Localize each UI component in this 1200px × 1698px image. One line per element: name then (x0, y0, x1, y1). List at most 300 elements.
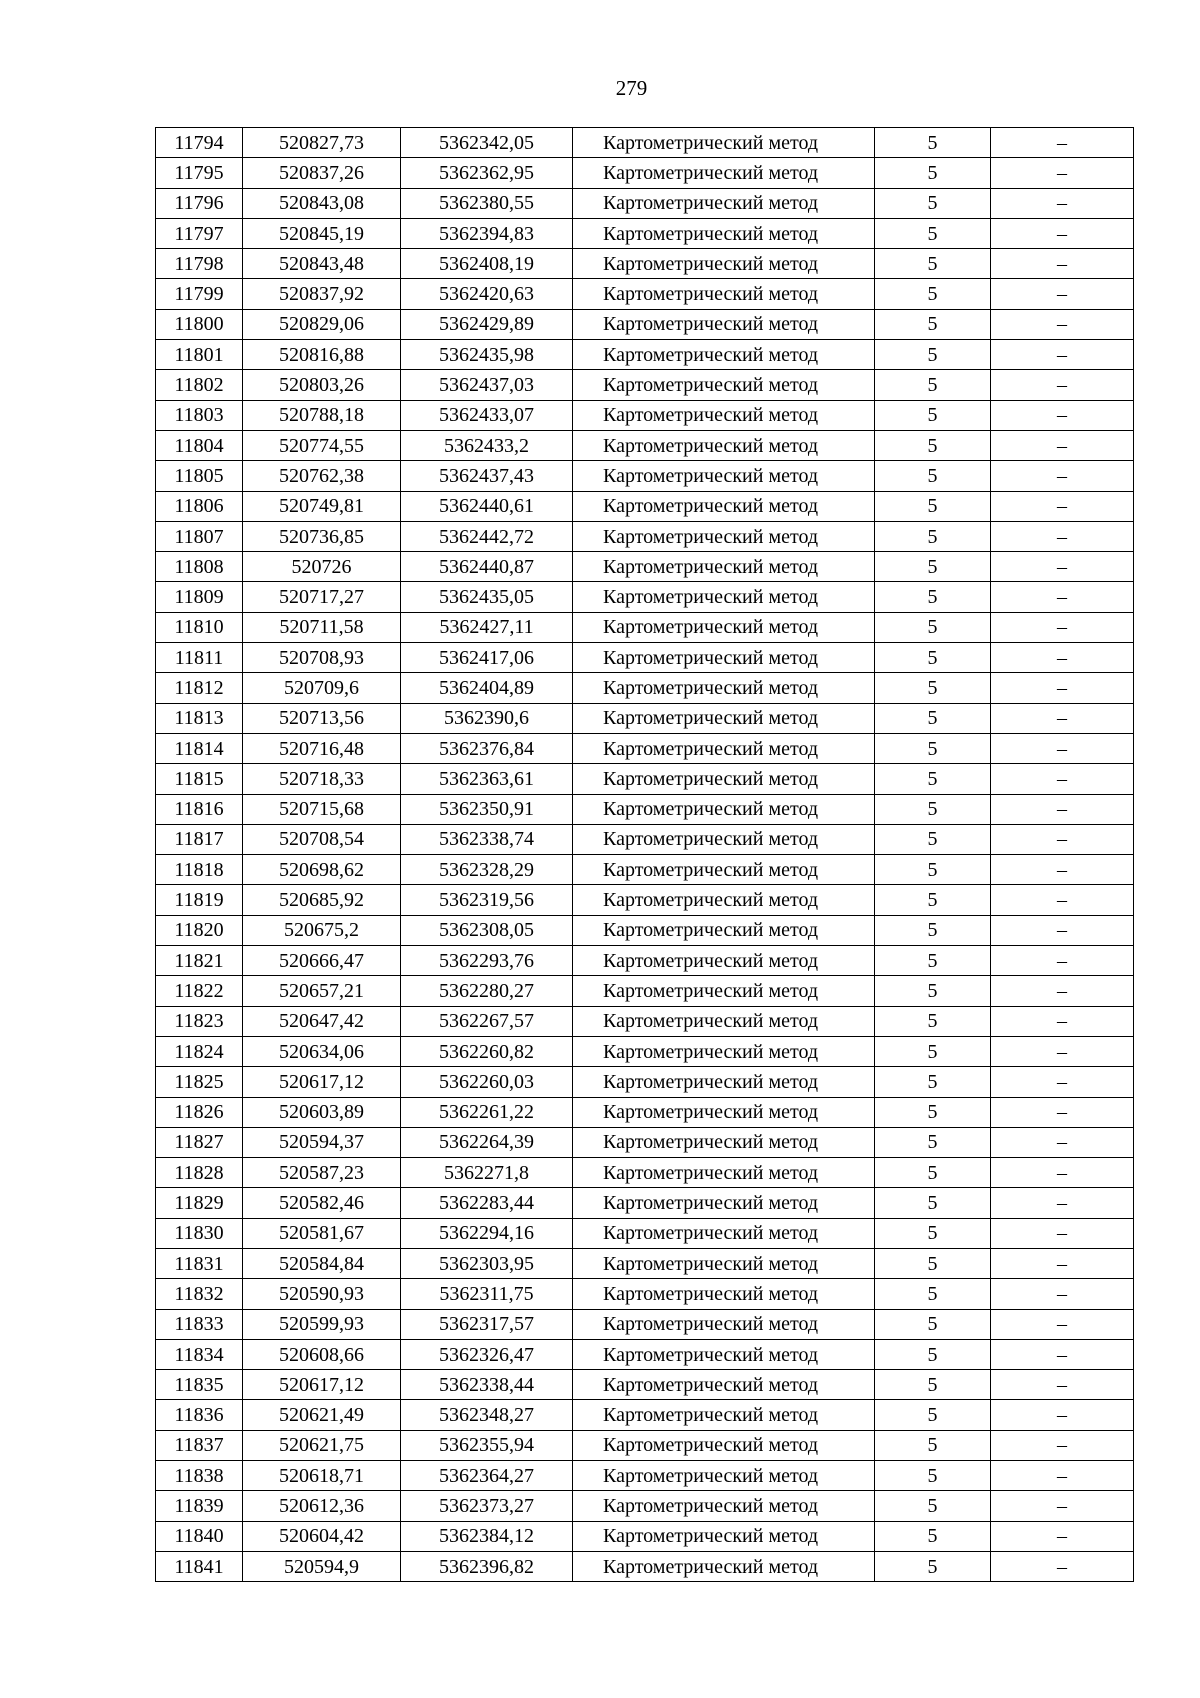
method-cell: Картометрический метод (573, 309, 875, 339)
y-coordinate-cell: 5362427,11 (401, 612, 573, 642)
accuracy-cell: 5 (875, 612, 991, 642)
y-coordinate-cell: 5362267,57 (401, 1006, 573, 1036)
x-coordinate-cell: 520612,36 (243, 1491, 401, 1521)
table-row (156, 1036, 1134, 1066)
description-cell: – (991, 764, 1134, 794)
y-coordinate-cell: 5362433,2 (401, 430, 573, 460)
description-cell: – (991, 1067, 1134, 1097)
point-number-cell: 11833 (156, 1309, 243, 1339)
y-coordinate-cell: 5362376,84 (401, 733, 573, 763)
coordinates-table (155, 127, 1134, 1582)
table-row (156, 824, 1134, 854)
y-coordinate-cell: 5362326,47 (401, 1339, 573, 1369)
accuracy-cell: 5 (875, 279, 991, 309)
point-number-cell: 11808 (156, 552, 243, 582)
method-cell: Картометрический метод (573, 1279, 875, 1309)
accuracy-cell: 5 (875, 764, 991, 794)
y-coordinate-cell: 5362364,27 (401, 1461, 573, 1491)
description-cell: – (991, 946, 1134, 976)
method-cell: Картометрический метод (573, 1430, 875, 1460)
table-row (156, 521, 1134, 551)
method-cell: Картометрический метод (573, 794, 875, 824)
y-coordinate-cell: 5362280,27 (401, 976, 573, 1006)
method-cell: Картометрический метод (573, 1036, 875, 1066)
y-coordinate-cell: 5362396,82 (401, 1551, 573, 1581)
y-coordinate-cell: 5362440,87 (401, 552, 573, 582)
accuracy-cell: 5 (875, 521, 991, 551)
y-coordinate-cell: 5362338,74 (401, 824, 573, 854)
point-number-cell: 11818 (156, 855, 243, 885)
description-cell: – (991, 552, 1134, 582)
description-cell: – (991, 643, 1134, 673)
table-row (156, 733, 1134, 763)
table-row (156, 188, 1134, 218)
y-coordinate-cell: 5362311,75 (401, 1279, 573, 1309)
accuracy-cell: 5 (875, 1309, 991, 1339)
method-cell: Картометрический метод (573, 733, 875, 763)
table-row (156, 1248, 1134, 1278)
accuracy-cell: 5 (875, 1158, 991, 1188)
y-coordinate-cell: 5362433,07 (401, 400, 573, 430)
point-number-cell: 11829 (156, 1188, 243, 1218)
description-cell: – (991, 976, 1134, 1006)
point-number-cell: 11819 (156, 885, 243, 915)
accuracy-cell: 5 (875, 1461, 991, 1491)
description-cell: – (991, 733, 1134, 763)
description-cell: – (991, 1370, 1134, 1400)
x-coordinate-cell: 520599,93 (243, 1309, 401, 1339)
description-cell: – (991, 1339, 1134, 1369)
accuracy-cell: 5 (875, 885, 991, 915)
accuracy-cell: 5 (875, 1127, 991, 1157)
x-coordinate-cell: 520594,9 (243, 1551, 401, 1581)
table-row (156, 915, 1134, 945)
y-coordinate-cell: 5362283,44 (401, 1188, 573, 1218)
y-coordinate-cell: 5362308,05 (401, 915, 573, 945)
table-row (156, 552, 1134, 582)
point-number-cell: 11820 (156, 915, 243, 945)
method-cell: Картометрический метод (573, 249, 875, 279)
accuracy-cell: 5 (875, 733, 991, 763)
description-cell: – (991, 430, 1134, 460)
x-coordinate-cell: 520715,68 (243, 794, 401, 824)
description-cell: – (991, 1400, 1134, 1430)
y-coordinate-cell: 5362420,63 (401, 279, 573, 309)
point-number-cell: 11813 (156, 703, 243, 733)
accuracy-cell: 5 (875, 976, 991, 1006)
table-row (156, 1067, 1134, 1097)
point-number-cell: 11801 (156, 340, 243, 370)
point-number-cell: 11827 (156, 1127, 243, 1157)
accuracy-cell: 5 (875, 1067, 991, 1097)
x-coordinate-cell: 520608,66 (243, 1339, 401, 1369)
method-cell: Картометрический метод (573, 1127, 875, 1157)
accuracy-cell: 5 (875, 400, 991, 430)
accuracy-cell: 5 (875, 1036, 991, 1066)
point-number-cell: 11835 (156, 1370, 243, 1400)
y-coordinate-cell: 5362380,55 (401, 188, 573, 218)
point-number-cell: 11836 (156, 1400, 243, 1430)
point-number-cell: 11832 (156, 1279, 243, 1309)
point-number-cell: 11811 (156, 643, 243, 673)
point-number-cell: 11802 (156, 370, 243, 400)
description-cell: – (991, 1461, 1134, 1491)
x-coordinate-cell: 520590,93 (243, 1279, 401, 1309)
description-cell: – (991, 309, 1134, 339)
description-cell: – (991, 1521, 1134, 1551)
description-cell: – (991, 400, 1134, 430)
x-coordinate-cell: 520827,73 (243, 128, 401, 158)
point-number-cell: 11814 (156, 733, 243, 763)
table-row (156, 158, 1134, 188)
description-cell: – (991, 1248, 1134, 1278)
method-cell: Картометрический метод (573, 521, 875, 551)
point-number-cell: 11806 (156, 491, 243, 521)
accuracy-cell: 5 (875, 491, 991, 521)
description-cell: – (991, 218, 1134, 248)
y-coordinate-cell: 5362384,12 (401, 1521, 573, 1551)
y-coordinate-cell: 5362437,03 (401, 370, 573, 400)
x-coordinate-cell: 520582,46 (243, 1188, 401, 1218)
method-cell: Картометрический метод (573, 855, 875, 885)
method-cell: Картометрический метод (573, 673, 875, 703)
description-cell: – (991, 158, 1134, 188)
accuracy-cell: 5 (875, 1370, 991, 1400)
method-cell: Картометрический метод (573, 1339, 875, 1369)
y-coordinate-cell: 5362350,91 (401, 794, 573, 824)
y-coordinate-cell: 5362271,8 (401, 1158, 573, 1188)
table-row (156, 855, 1134, 885)
x-coordinate-cell: 520774,55 (243, 430, 401, 460)
table-row (156, 612, 1134, 642)
point-number-cell: 11821 (156, 946, 243, 976)
x-coordinate-cell: 520675,2 (243, 915, 401, 945)
method-cell: Картометрический метод (573, 1006, 875, 1036)
method-cell: Картометрический метод (573, 1097, 875, 1127)
table-row (156, 1521, 1134, 1551)
method-cell: Картометрический метод (573, 764, 875, 794)
x-coordinate-cell: 520657,21 (243, 976, 401, 1006)
accuracy-cell: 5 (875, 915, 991, 945)
x-coordinate-cell: 520843,48 (243, 249, 401, 279)
method-cell: Картометрический метод (573, 552, 875, 582)
y-coordinate-cell: 5362261,22 (401, 1097, 573, 1127)
y-coordinate-cell: 5362394,83 (401, 218, 573, 248)
y-coordinate-cell: 5362319,56 (401, 885, 573, 915)
description-cell: – (991, 1551, 1134, 1581)
point-number-cell: 11828 (156, 1158, 243, 1188)
method-cell: Картометрический метод (573, 340, 875, 370)
x-coordinate-cell: 520837,26 (243, 158, 401, 188)
description-cell: – (991, 1218, 1134, 1248)
method-cell: Картометрический метод (573, 430, 875, 460)
accuracy-cell: 5 (875, 1491, 991, 1521)
x-coordinate-cell: 520587,23 (243, 1158, 401, 1188)
description-cell: – (991, 673, 1134, 703)
x-coordinate-cell: 520618,71 (243, 1461, 401, 1491)
method-cell: Картометрический метод (573, 885, 875, 915)
description-cell: – (991, 128, 1134, 158)
table-row (156, 673, 1134, 703)
point-number-cell: 11796 (156, 188, 243, 218)
point-number-cell: 11816 (156, 794, 243, 824)
accuracy-cell: 5 (875, 855, 991, 885)
description-cell: – (991, 885, 1134, 915)
x-coordinate-cell: 520621,75 (243, 1430, 401, 1460)
description-cell: – (991, 1188, 1134, 1218)
method-cell: Картометрический метод (573, 915, 875, 945)
table-row (156, 1158, 1134, 1188)
x-coordinate-cell: 520749,81 (243, 491, 401, 521)
table-row (156, 1370, 1134, 1400)
accuracy-cell: 5 (875, 673, 991, 703)
method-cell: Картометрический метод (573, 188, 875, 218)
point-number-cell: 11800 (156, 309, 243, 339)
table-row (156, 1491, 1134, 1521)
x-coordinate-cell: 520788,18 (243, 400, 401, 430)
point-number-cell: 11831 (156, 1248, 243, 1278)
description-cell: – (991, 612, 1134, 642)
point-number-cell: 11794 (156, 128, 243, 158)
point-number-cell: 11805 (156, 461, 243, 491)
x-coordinate-cell: 520816,88 (243, 340, 401, 370)
method-cell: Картометрический метод (573, 976, 875, 1006)
accuracy-cell: 5 (875, 1248, 991, 1278)
y-coordinate-cell: 5362260,82 (401, 1036, 573, 1066)
x-coordinate-cell: 520829,06 (243, 309, 401, 339)
table-row (156, 794, 1134, 824)
description-cell: – (991, 491, 1134, 521)
accuracy-cell: 5 (875, 249, 991, 279)
x-coordinate-cell: 520718,33 (243, 764, 401, 794)
x-coordinate-cell: 520736,85 (243, 521, 401, 551)
table-row (156, 1188, 1134, 1218)
y-coordinate-cell: 5362363,61 (401, 764, 573, 794)
description-cell: – (991, 915, 1134, 945)
table-row (156, 764, 1134, 794)
x-coordinate-cell: 520717,27 (243, 582, 401, 612)
x-coordinate-cell: 520604,42 (243, 1521, 401, 1551)
point-number-cell: 11812 (156, 673, 243, 703)
x-coordinate-cell: 520709,6 (243, 673, 401, 703)
method-cell: Картометрический метод (573, 643, 875, 673)
table-row (156, 582, 1134, 612)
description-cell: – (991, 794, 1134, 824)
y-coordinate-cell: 5362303,95 (401, 1248, 573, 1278)
point-number-cell: 11824 (156, 1036, 243, 1066)
y-coordinate-cell: 5362390,6 (401, 703, 573, 733)
x-coordinate-cell: 520666,47 (243, 946, 401, 976)
accuracy-cell: 5 (875, 1521, 991, 1551)
y-coordinate-cell: 5362362,95 (401, 158, 573, 188)
point-number-cell: 11798 (156, 249, 243, 279)
description-cell: – (991, 1158, 1134, 1188)
description-cell: – (991, 1279, 1134, 1309)
point-number-cell: 11840 (156, 1521, 243, 1551)
description-cell: – (991, 340, 1134, 370)
x-coordinate-cell: 520713,56 (243, 703, 401, 733)
table-row (156, 430, 1134, 460)
description-cell: – (991, 703, 1134, 733)
page-number: 279 (615, 76, 648, 100)
accuracy-cell: 5 (875, 582, 991, 612)
table-row (156, 218, 1134, 248)
point-number-cell: 11825 (156, 1067, 243, 1097)
method-cell: Картометрический метод (573, 1491, 875, 1521)
point-number-cell: 11810 (156, 612, 243, 642)
table-row (156, 1461, 1134, 1491)
accuracy-cell: 5 (875, 128, 991, 158)
method-cell: Картометрический метод (573, 1521, 875, 1551)
y-coordinate-cell: 5362435,98 (401, 340, 573, 370)
description-cell: – (991, 1036, 1134, 1066)
method-cell: Картометрический метод (573, 158, 875, 188)
description-cell: – (991, 249, 1134, 279)
description-cell: – (991, 1127, 1134, 1157)
y-coordinate-cell: 5362355,94 (401, 1430, 573, 1460)
point-number-cell: 11826 (156, 1097, 243, 1127)
method-cell: Картометрический метод (573, 1551, 875, 1581)
accuracy-cell: 5 (875, 1430, 991, 1460)
accuracy-cell: 5 (875, 340, 991, 370)
accuracy-cell: 5 (875, 370, 991, 400)
y-coordinate-cell: 5362260,03 (401, 1067, 573, 1097)
x-coordinate-cell: 520845,19 (243, 218, 401, 248)
y-coordinate-cell: 5362342,05 (401, 128, 573, 158)
x-coordinate-cell: 520634,06 (243, 1036, 401, 1066)
x-coordinate-cell: 520843,08 (243, 188, 401, 218)
table-row (156, 1279, 1134, 1309)
y-coordinate-cell: 5362294,16 (401, 1218, 573, 1248)
description-cell: – (991, 279, 1134, 309)
point-number-cell: 11823 (156, 1006, 243, 1036)
method-cell: Картометрический метод (573, 1218, 875, 1248)
y-coordinate-cell: 5362429,89 (401, 309, 573, 339)
y-coordinate-cell: 5362293,76 (401, 946, 573, 976)
method-cell: Картометрический метод (573, 218, 875, 248)
point-number-cell: 11837 (156, 1430, 243, 1460)
accuracy-cell: 5 (875, 946, 991, 976)
table-row (156, 1339, 1134, 1369)
table-row (156, 1097, 1134, 1127)
description-cell: – (991, 824, 1134, 854)
method-cell: Картометрический метод (573, 461, 875, 491)
x-coordinate-cell: 520698,62 (243, 855, 401, 885)
description-cell: – (991, 1006, 1134, 1036)
x-coordinate-cell: 520716,48 (243, 733, 401, 763)
accuracy-cell: 5 (875, 1188, 991, 1218)
x-coordinate-cell: 520837,92 (243, 279, 401, 309)
accuracy-cell: 5 (875, 430, 991, 460)
method-cell: Картометрический метод (573, 582, 875, 612)
y-coordinate-cell: 5362440,61 (401, 491, 573, 521)
accuracy-cell: 5 (875, 703, 991, 733)
table-row (156, 491, 1134, 521)
point-number-cell: 11817 (156, 824, 243, 854)
description-cell: – (991, 370, 1134, 400)
point-number-cell: 11803 (156, 400, 243, 430)
method-cell: Картометрический метод (573, 1309, 875, 1339)
table-row (156, 309, 1134, 339)
x-coordinate-cell: 520594,37 (243, 1127, 401, 1157)
table-row (156, 340, 1134, 370)
accuracy-cell: 5 (875, 1097, 991, 1127)
accuracy-cell: 5 (875, 1218, 991, 1248)
method-cell: Картометрический метод (573, 1461, 875, 1491)
accuracy-cell: 5 (875, 794, 991, 824)
x-coordinate-cell: 520708,93 (243, 643, 401, 673)
x-coordinate-cell: 520726 (243, 552, 401, 582)
point-number-cell: 11834 (156, 1339, 243, 1369)
accuracy-cell: 5 (875, 1339, 991, 1369)
x-coordinate-cell: 520617,12 (243, 1370, 401, 1400)
table-row (156, 976, 1134, 1006)
y-coordinate-cell: 5362328,29 (401, 855, 573, 885)
x-coordinate-cell: 520617,12 (243, 1067, 401, 1097)
x-coordinate-cell: 520647,42 (243, 1006, 401, 1036)
table-row (156, 703, 1134, 733)
method-cell: Картометрический метод (573, 370, 875, 400)
point-number-cell: 11809 (156, 582, 243, 612)
description-cell: – (991, 1309, 1134, 1339)
y-coordinate-cell: 5362442,72 (401, 521, 573, 551)
x-coordinate-cell: 520708,54 (243, 824, 401, 854)
point-number-cell: 11841 (156, 1551, 243, 1581)
y-coordinate-cell: 5362338,44 (401, 1370, 573, 1400)
y-coordinate-cell: 5362417,06 (401, 643, 573, 673)
table-row (156, 885, 1134, 915)
point-number-cell: 11830 (156, 1218, 243, 1248)
y-coordinate-cell: 5362373,27 (401, 1491, 573, 1521)
method-cell: Картометрический метод (573, 946, 875, 976)
x-coordinate-cell: 520584,84 (243, 1248, 401, 1278)
table-row (156, 1400, 1134, 1430)
description-cell: – (991, 582, 1134, 612)
table-row (156, 643, 1134, 673)
table-row (156, 249, 1134, 279)
accuracy-cell: 5 (875, 824, 991, 854)
point-number-cell: 11797 (156, 218, 243, 248)
x-coordinate-cell: 520685,92 (243, 885, 401, 915)
point-number-cell: 11807 (156, 521, 243, 551)
description-cell: – (991, 1097, 1134, 1127)
description-cell: – (991, 1430, 1134, 1460)
method-cell: Картометрический метод (573, 1400, 875, 1430)
point-number-cell: 11795 (156, 158, 243, 188)
method-cell: Картометрический метод (573, 1067, 875, 1097)
x-coordinate-cell: 520762,38 (243, 461, 401, 491)
accuracy-cell: 5 (875, 1551, 991, 1581)
x-coordinate-cell: 520621,49 (243, 1400, 401, 1430)
table-row (156, 461, 1134, 491)
table-row (156, 1551, 1134, 1581)
description-cell: – (991, 461, 1134, 491)
table-row (156, 1006, 1134, 1036)
table-body (156, 128, 1134, 1582)
x-coordinate-cell: 520603,89 (243, 1097, 401, 1127)
point-number-cell: 11838 (156, 1461, 243, 1491)
method-cell: Картометрический метод (573, 824, 875, 854)
point-number-cell: 11822 (156, 976, 243, 1006)
y-coordinate-cell: 5362435,05 (401, 582, 573, 612)
y-coordinate-cell: 5362264,39 (401, 1127, 573, 1157)
table-row (156, 279, 1134, 309)
method-cell: Картометрический метод (573, 279, 875, 309)
table-row (156, 1309, 1134, 1339)
table-row (156, 1218, 1134, 1248)
method-cell: Картометрический метод (573, 1158, 875, 1188)
table-row (156, 1430, 1134, 1460)
